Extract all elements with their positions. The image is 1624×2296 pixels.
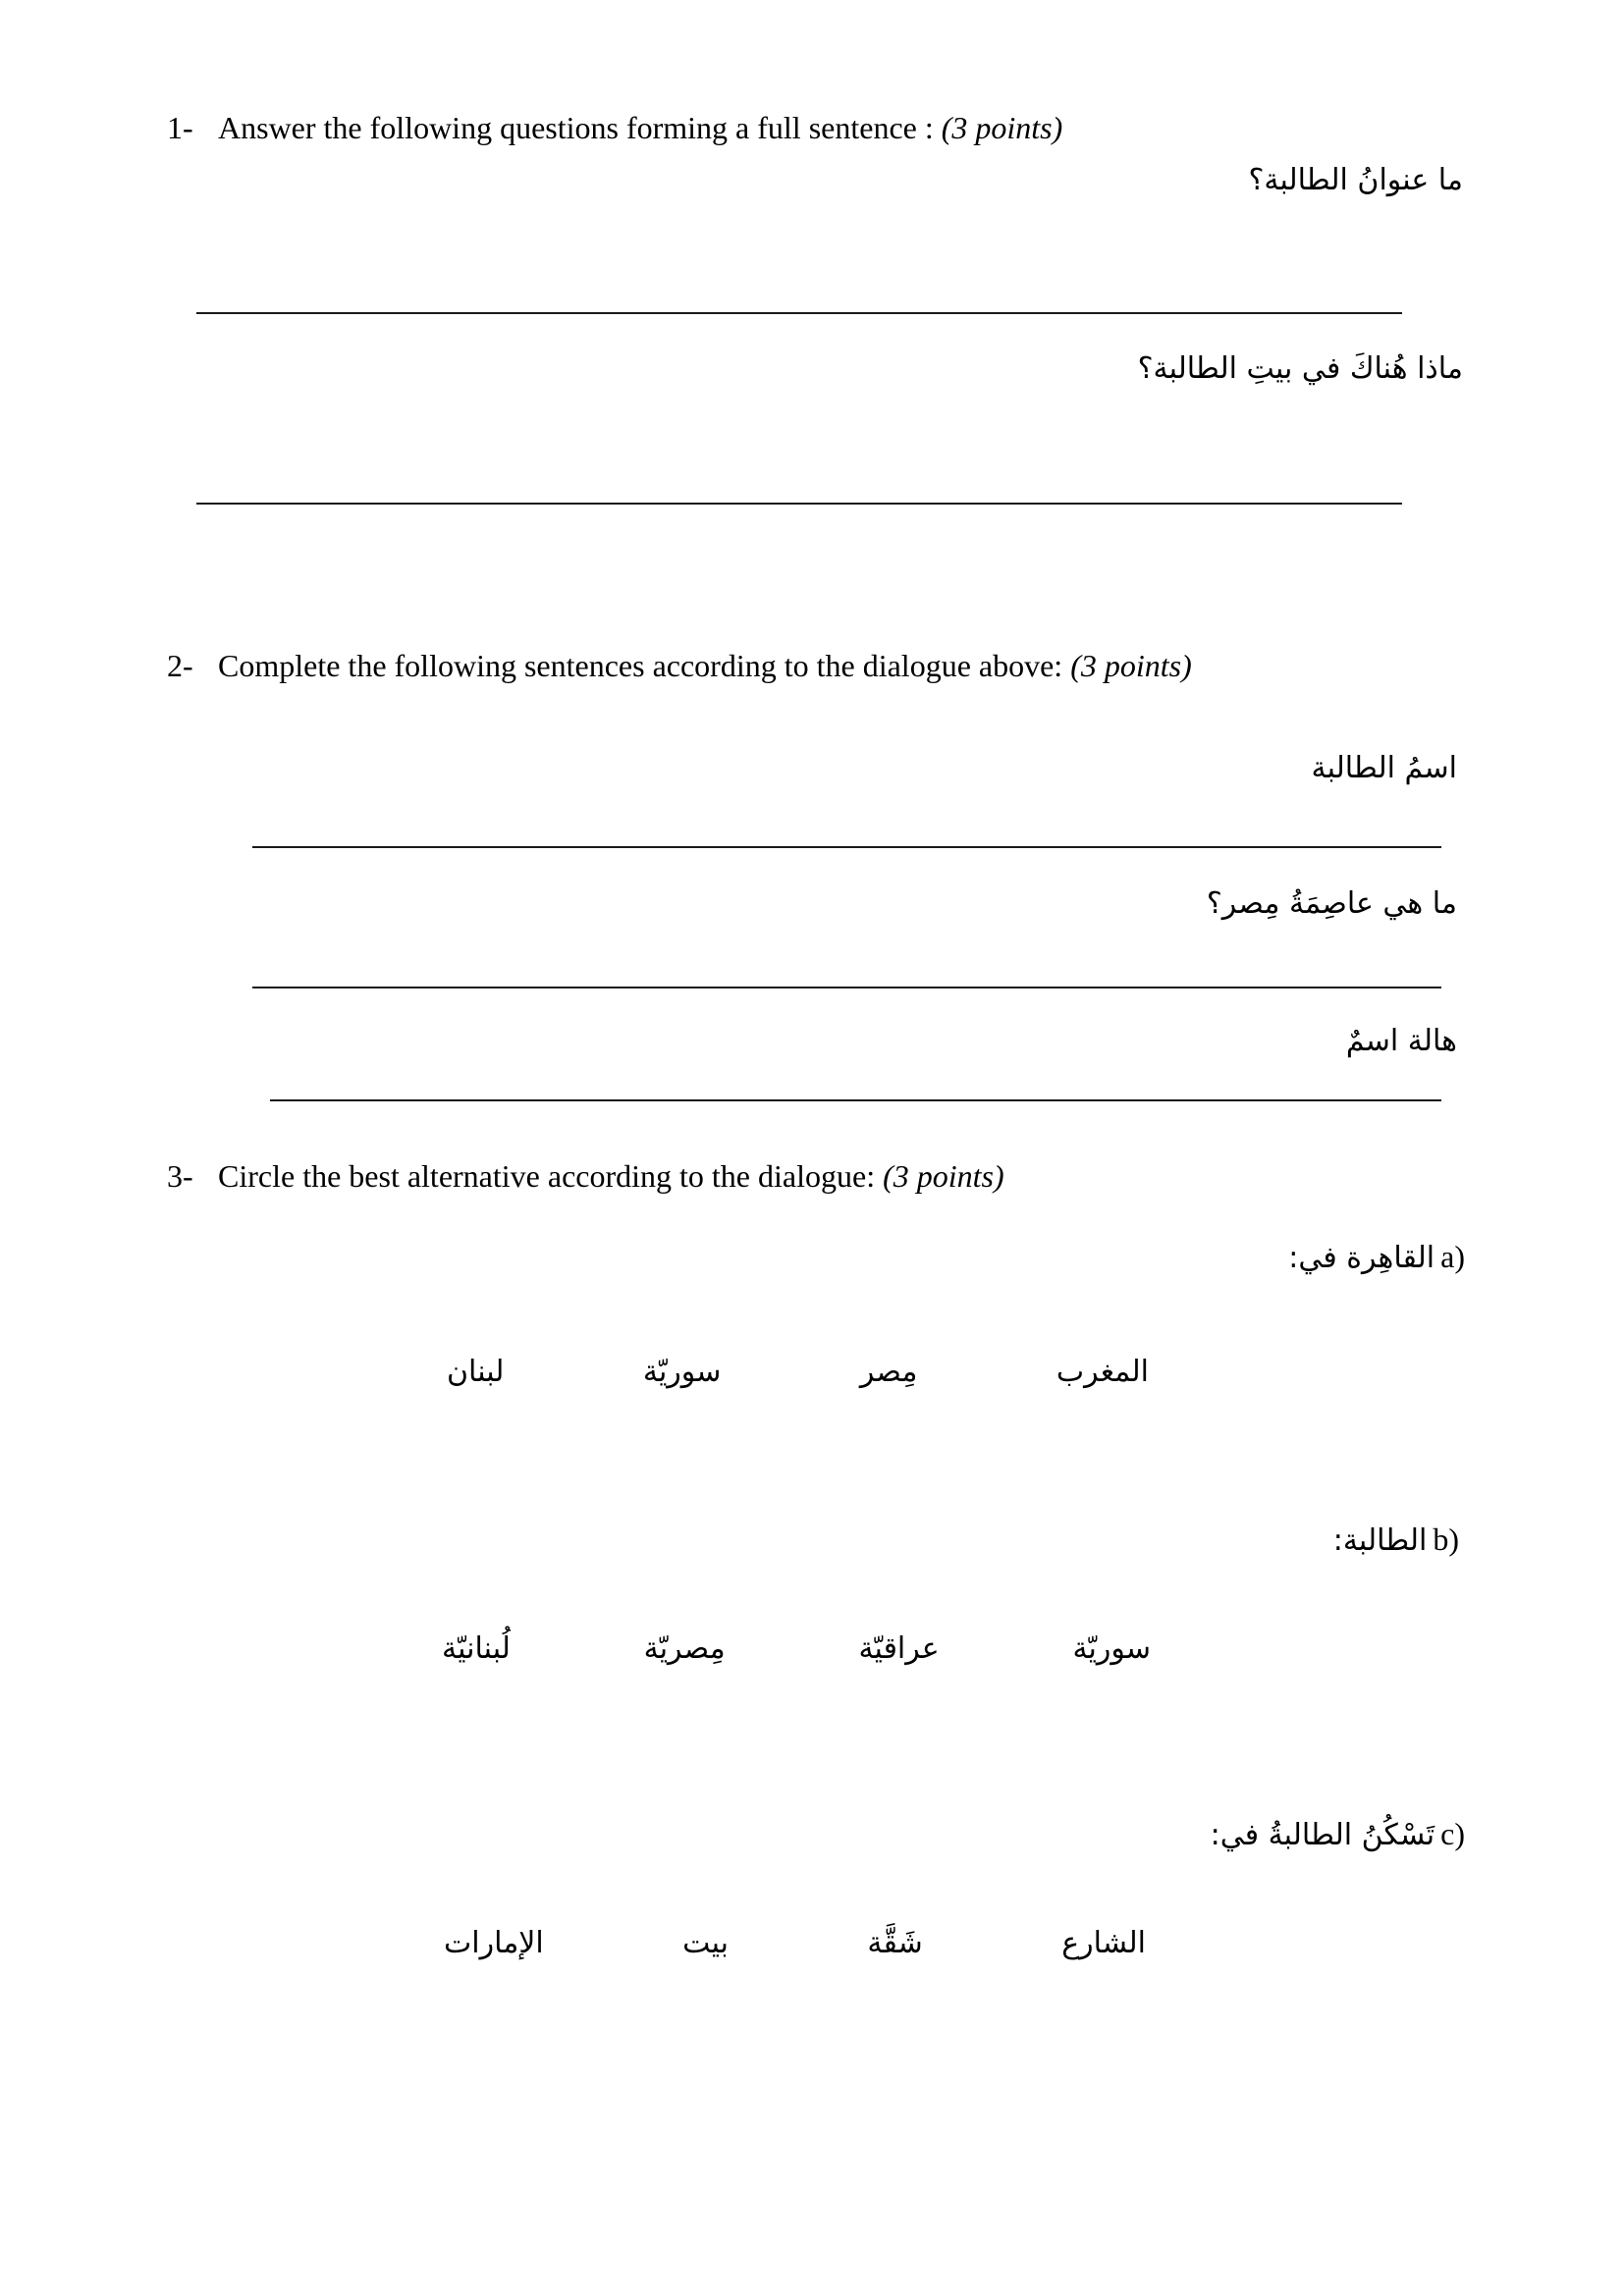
mcq-item-a-text: القاهِرة في:	[1288, 1241, 1435, 1275]
question-1-heading	[167, 110, 1062, 146]
mcq-option-c3: بيت	[682, 1926, 729, 1960]
mcq-options-row-c	[444, 1926, 1146, 1960]
mcq-option-b4: لُبنانيّة	[442, 1631, 511, 1666]
q2-answer-line-a	[252, 846, 1441, 848]
q2-arabic-prompt-c: هالة اسمٌ	[1345, 1024, 1457, 1058]
question-3-instruction: Circle the best alternative according to the dialogue:	[218, 1158, 876, 1194]
q1-arabic-prompt-b: ماذا هُناكَ في بيتِ الطالبة؟	[1137, 351, 1463, 386]
q2-answer-line-b	[252, 987, 1441, 988]
question-1-number: 1-	[167, 110, 193, 145]
q1-answer-line-a	[196, 312, 1402, 314]
question-3-number: 3-	[167, 1158, 193, 1194]
mcq-option-b3: مِصريّة	[643, 1631, 726, 1666]
mcq-option-a4: لبنان	[447, 1355, 505, 1389]
mcq-option-b1: سوريّة	[1072, 1631, 1151, 1666]
mcq-options-row-a	[447, 1355, 1149, 1389]
q2-arabic-prompt-a: اسمُ الطالبة	[1311, 751, 1457, 785]
mcq-options-row-b	[442, 1631, 1151, 1666]
mcq-item-b-text: الطالبة:	[1332, 1523, 1428, 1558]
q2-arabic-prompt-b: ما هي عاصِمَةُ مِصر؟	[1206, 886, 1457, 921]
q2-answer-line-c	[270, 1099, 1441, 1101]
mcq-item-b-letter: b)	[1433, 1522, 1459, 1557]
mcq-item-b-label	[1333, 1522, 1459, 1558]
mcq-option-c4: الإمارات	[444, 1926, 544, 1960]
mcq-item-c-text: تَسْكُنُ الطالبةُ في:	[1210, 1818, 1435, 1852]
mcq-option-b2: عراقيّة	[858, 1631, 940, 1666]
question-2-heading	[167, 648, 1192, 684]
mcq-option-a1: المغرب	[1056, 1355, 1149, 1389]
mcq-item-a-label	[1288, 1239, 1465, 1275]
mcq-item-c-label	[1211, 1816, 1465, 1852]
q1-answer-line-b	[196, 503, 1402, 505]
mcq-option-c2: شَقَّة	[867, 1926, 923, 1960]
mcq-option-c1: الشارع	[1061, 1926, 1146, 1960]
q1-arabic-prompt-a: ما عنوانُ الطالبة؟	[1248, 163, 1463, 197]
question-2-number: 2-	[167, 648, 193, 683]
mcq-item-c-letter: c)	[1440, 1816, 1465, 1851]
question-1-points: (3 points)	[941, 110, 1063, 145]
question-3-points: (3 points)	[883, 1158, 1004, 1194]
mcq-option-a3: سوريّة	[642, 1355, 722, 1389]
mcq-item-a-letter: a)	[1440, 1239, 1465, 1274]
question-2-points: (3 points)	[1070, 648, 1192, 683]
question-3-heading	[167, 1158, 1004, 1195]
question-2-instruction: Complete the following sentences according to the dialogue above:	[218, 648, 1063, 683]
mcq-option-a2: مِصر	[859, 1355, 918, 1389]
question-1-instruction: Answer the following questions forming a full sentence :	[218, 110, 934, 145]
